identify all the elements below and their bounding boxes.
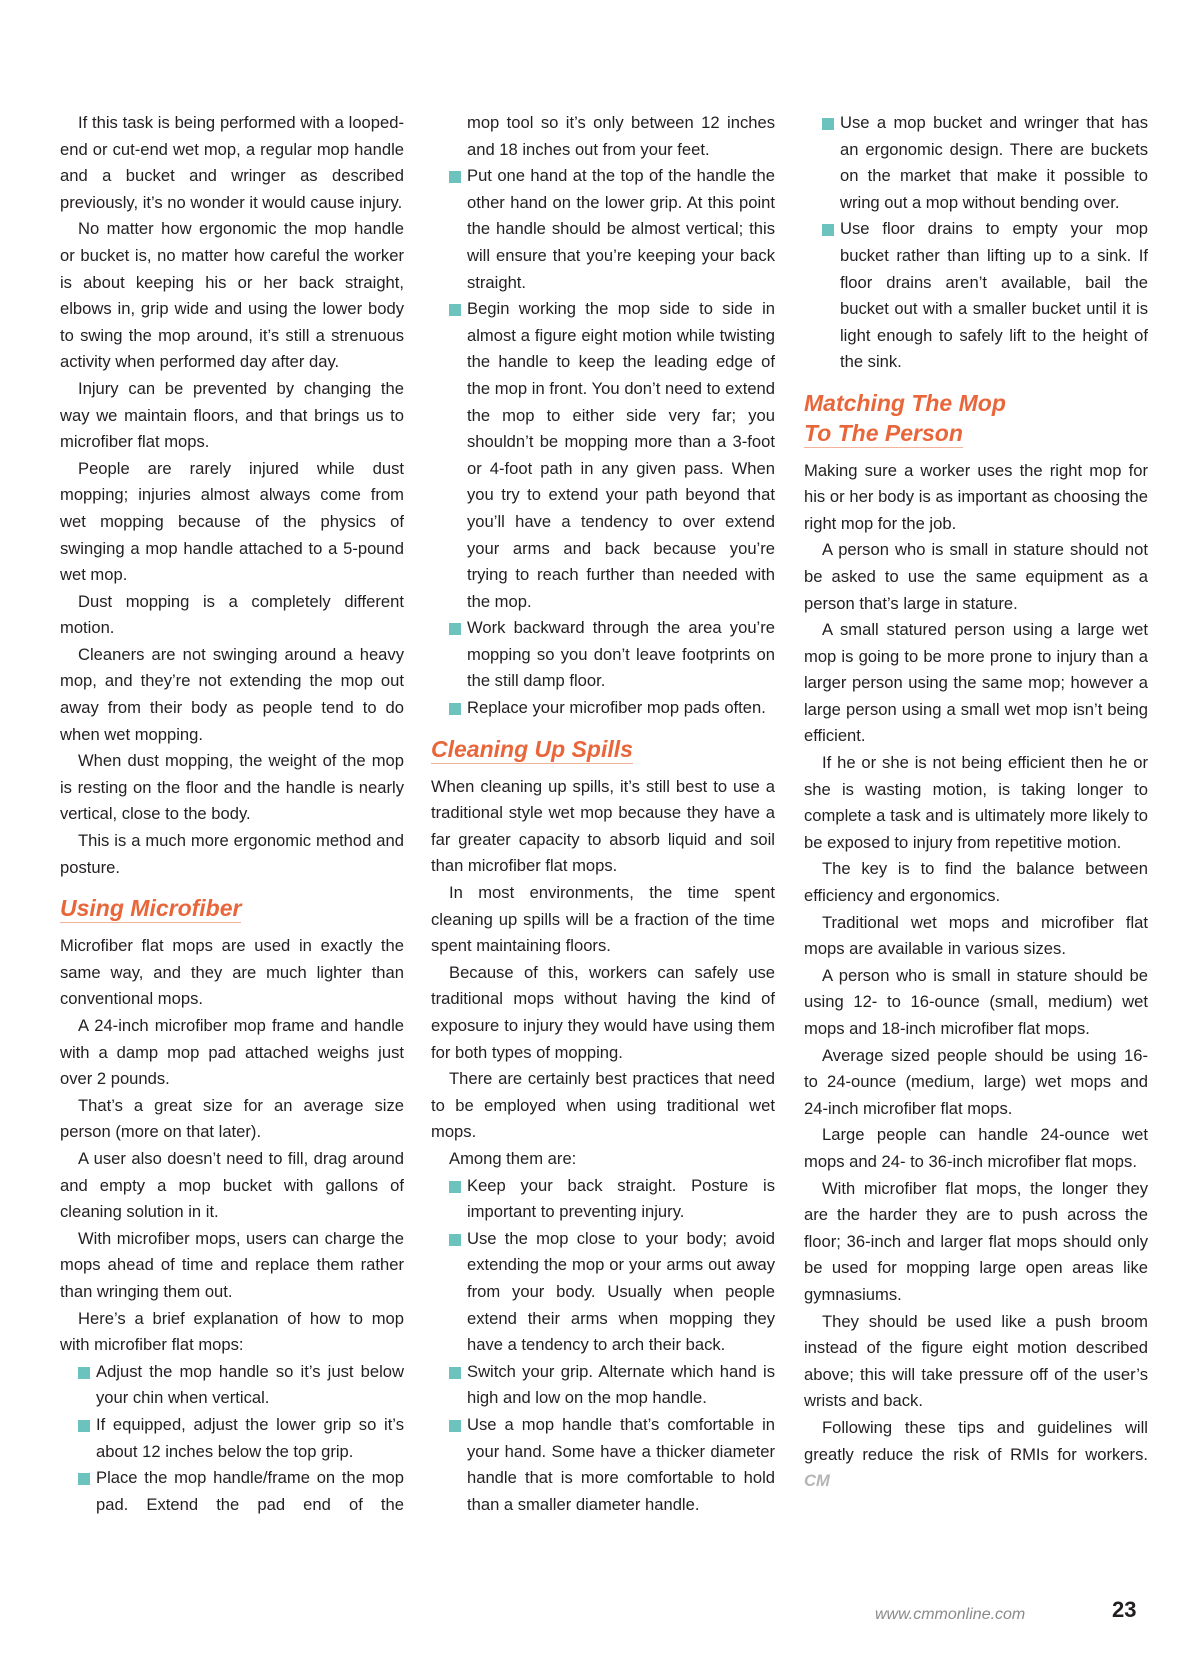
paragraph: Cleaners are not swinging around a heavy mop, and they’re not extending the mop out away from their body as people tend to do when wet mopping. — [60, 644, 404, 744]
paragraph: When dust mopping, the weight of the mop is resting on the floor and the handle is nearly vertical, close to the body. — [60, 751, 404, 824]
column-2 — [431, 110, 775, 1518]
square-bullet-icon — [822, 118, 834, 130]
bullet-list — [431, 1173, 775, 1519]
paragraph: With microfiber mops, users can charge the mops ahead of time and replace them rather than wringing them out. — [60, 1228, 404, 1301]
list-item: Work backward through the area you’re mopping so you don’t leave footprints on the still damp floor. — [431, 615, 775, 695]
list-item: Use floor drains to empty your mop bucket rather than lifting up to a sink. If floor drains aren’t available, bail the bucket out with a smaller bucket until it is light enough to safely lift to the height of the sink. — [804, 216, 1148, 376]
paragraph: Injury can be prevented by changing the way we maintain floors, and that brings us to microfiber flat mops. — [60, 378, 404, 452]
column-1 — [60, 110, 404, 1518]
square-bullet-icon — [822, 224, 834, 236]
list-item: Use the mop close to your body; avoid extending the mop or your arms out away from your body. Usually when people extend their arms when mopping they have a tendency to arch their back. — [431, 1226, 775, 1359]
square-bullet-icon — [449, 304, 461, 316]
section-heading-to-the-person: To The Person — [804, 419, 963, 446]
column-3 — [804, 110, 1148, 1495]
square-bullet-icon — [449, 1420, 461, 1432]
list-item: Switch your grip. Alternate which hand is high and low on the mop handle. — [431, 1359, 775, 1412]
list-item: Place the mop handle/frame on the mop pad. Extend the pad end of the — [60, 1465, 404, 1518]
section-heading-using-microfiber: Using Microfiber — [60, 895, 242, 922]
square-bullet-icon — [449, 703, 461, 715]
list-item: Begin working the mop side to side in almost a figure eight motion while twisting the handle to keep the leading edge of the mop in front. You don’t need to extend the mop to either side very far; you shouldn’t be mopping more than a 3-foot or 4-foot path in any given pass. When you try to extend your path beyond that you’ll have a tendency to over extend your arms and back because you’re trying to reach further than needed with the mop. — [431, 296, 775, 615]
paragraph: In most environments, the time spent cleaning up spills will be a fraction of the time spent maintaining floors. — [431, 883, 775, 956]
list-item: Keep your back straight. Posture is important to preventing injury. — [431, 1173, 775, 1226]
paragraph: Dust mopping is a completely different motion. — [60, 591, 404, 638]
paragraph: Microfiber flat mops are used in exactly the same way, and they are much lighter than conventional mops. — [60, 936, 404, 1009]
paragraph: With microfiber flat mops, the longer they are the harder they are to push across the floor; 36-inch and larger flat mops should only be used for mopping large open areas like gymnasiums. — [804, 1178, 1148, 1304]
list-item: Use a mop handle that’s comfortable in your hand. Some have a thicker diameter handle that is more comfortable to hold than a smaller diameter handle. — [431, 1412, 775, 1518]
square-bullet-icon — [449, 623, 461, 635]
paragraph: A user also doesn’t need to fill, drag around and empty a mop bucket with gallons of cleaning solution in it. — [60, 1148, 404, 1222]
paragraph: A person who is small in stature should not be asked to use the same equipment as a person that’s large in stature. — [804, 540, 1148, 613]
footer-url: www.cmmonline.com — [875, 1606, 1026, 1623]
paragraph: This is a much more ergonomic method and posture. — [60, 831, 404, 877]
list-item-continued: mop tool so it’s only between 12 inches and 18 inches out from your feet. — [467, 113, 775, 159]
paragraph: There are certainly best practices that need to be employed when using traditional wet mops. — [431, 1069, 775, 1142]
paragraph: No matter how ergonomic the mop handle or bucket is, no matter how careful the worker is about keeping his or her back straight, elbows in, grip wide and using the lower body to swing the mop around, it’s still a strenuous activity when performed day after day. — [60, 219, 404, 372]
bullet-list — [431, 110, 775, 722]
bullet-list — [60, 1359, 404, 1519]
paragraph: That’s a great size for an average size person (more on that later). — [60, 1095, 404, 1142]
paragraph: A person who is small in stature should be using 12- to 16-ounce (small, medium) wet mops and 18-inch microfiber flat mops. — [804, 965, 1148, 1038]
bullet-list — [804, 110, 1148, 376]
section-heading-matching-the-mop: Matching The Mop — [804, 389, 1006, 416]
paragraph: Making sure a worker uses the right mop for his or her body is as important as choosing the right mop for the job. — [804, 460, 1148, 533]
paragraph: If this task is being performed with a looped-end or cut-end wet mop, a regular mop handle and a bucket and wringer as described previously, it’s no wonder it would cause injury. — [60, 113, 404, 212]
paragraph: Large people can handle 24-ounce wet mops and 24- to 36-inch microfiber flat mops. — [804, 1125, 1148, 1171]
square-bullet-icon — [78, 1420, 90, 1432]
square-bullet-icon — [449, 1367, 461, 1379]
paragraph: A 24-inch microfiber mop frame and handle with a damp mop pad attached weighs just over 2 pounds. — [60, 1016, 404, 1089]
square-bullet-icon — [449, 1234, 461, 1246]
paragraph: When cleaning up spills, it’s still best to use a traditional style wet mop because they have a far greater capacity to absorb liquid and soil than microfiber flat mops. — [431, 776, 775, 876]
square-bullet-icon — [449, 1181, 461, 1193]
square-bullet-icon — [78, 1367, 90, 1379]
paragraph: A small statured person using a large wet mop is going to be more prone to injury than a larger person using the same mop; however a large person using a small wet mop isn’t being efficient. — [804, 620, 1148, 746]
paragraph: Traditional wet mops and microfiber flat mops are available in various sizes. — [804, 912, 1148, 959]
paragraph: Here’s a brief explanation of how to mop with microfiber flat mops: — [60, 1308, 404, 1355]
list-item: Replace your microfiber mop pads often. — [431, 695, 775, 722]
section-heading-cleaning-up-spills: Cleaning Up Spills — [431, 735, 633, 762]
paragraph: If he or she is not being efficient then he or she is wasting motion, is taking longer to complete a task and is ultimately more likely to be exposed to injury from repetitive motion. — [804, 753, 1148, 852]
square-bullet-icon — [449, 171, 461, 183]
list-item: Adjust the mop handle so it’s just below your chin when vertical. — [60, 1359, 404, 1412]
paragraph: Among them are: — [449, 1148, 577, 1168]
paragraph: People are rarely injured while dust mopping; injuries almost always come from wet mopping because of the physics of swinging a mop handle attached to a 5-pound wet mop. — [60, 458, 404, 585]
paragraph: Average sized people should be using 16- to 24-ounce (medium, large) wet mops and 24-inch microfiber flat mops. — [804, 1045, 1148, 1118]
list-item: If equipped, adjust the lower grip so it’s about 12 inches below the top grip. — [60, 1412, 404, 1465]
paragraph: Because of this, workers can safely use traditional mops without having the kind of exposure to injury they would have using them for both types of mopping. — [431, 962, 775, 1062]
page-number: 23 — [1112, 1597, 1137, 1622]
list-item: Use a mop bucket and wringer that has an ergonomic design. There are buckets on the market that make it possible to wring out a mop without bending over. — [804, 110, 1148, 216]
paragraph: The key is to find the balance between efficiency and ergonomics. — [804, 859, 1148, 906]
paragraph: Following these tips and guidelines will greatly reduce the risk of RMIs for workers. CM — [804, 1417, 1148, 1491]
paragraph: They should be used like a push broom instead of the figure eight motion described above; this will take pressure off of the user’s wrists and back. — [804, 1311, 1148, 1411]
signoff-mark: CM — [804, 1471, 830, 1491]
list-item: Put one hand at the top of the handle the other hand on the lower grip. At this point the handle should be almost vertical; this will ensure that you’re keeping your back straight. — [431, 163, 775, 296]
square-bullet-icon — [78, 1473, 90, 1485]
